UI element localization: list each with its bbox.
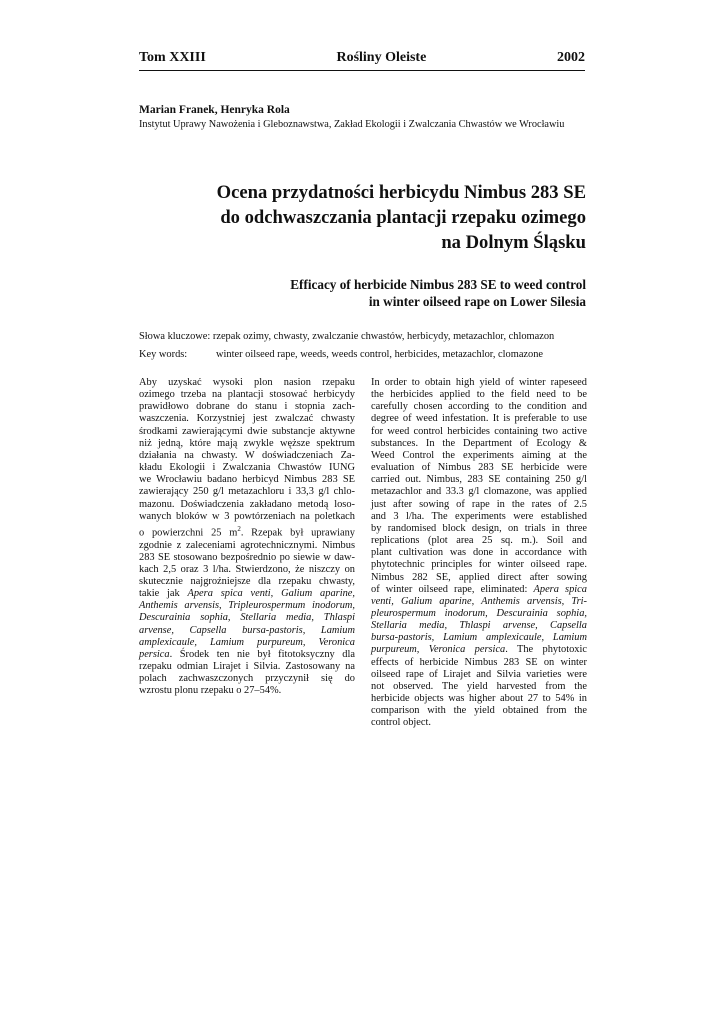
abstract-line: In order to obtain high yield of winter rapeseed — [371, 377, 587, 388]
abstract-line: środkami zawierającymi dwie substancje aktywne — [139, 425, 355, 437]
abstract-line: evaluation of Nimbus 283 SE herbicide were — [371, 462, 587, 474]
abstract-line: prawidłowo dobrane do stanu i stopnia zach- — [139, 401, 355, 413]
abstract-line: comparison with the yield obtained from the — [371, 705, 587, 717]
abstract-line — [371, 596, 587, 608]
title-polish-line: na Dolnym Śląsku — [441, 232, 586, 253]
abstract-line: carried out. Nimbus, 283 SE containing 250 g/l — [371, 474, 587, 486]
abstract-line: for weed control herbicides containing two active — [371, 425, 587, 437]
abstract-line: effects of herbicide Nimbus 283 SE on winter — [371, 656, 587, 668]
superscript: 2 — [237, 524, 241, 533]
affiliation: Instytut Uprawy Nawożenia i Gleboznawstwa, Zakład Ekologii i Zwalczania Chwastów we Wrocławiu — [139, 119, 565, 130]
abstract-line: polach zachwaszczonych przyczynił się do — [139, 673, 355, 685]
abstract-line: rzepaku odmian Lirajet i Silvia. Zastosowany na — [139, 661, 355, 673]
abstract-line — [139, 637, 355, 649]
abstract-line: zgodnie z zaleceniami agrotechnicznymi. Nimbus — [139, 539, 355, 551]
abstract-line: we Wrocławiu badano herbicyd Nimbus 283 SE — [139, 474, 355, 486]
abstract-line: Nimbus 282 SE, applied direct after sowing — [371, 571, 587, 583]
keywords-english — [139, 349, 589, 360]
title-english — [116, 276, 586, 310]
abstract-polish — [139, 377, 355, 698]
abstract-line: Aby uzyskać wysoki plon nasion rzepaku — [139, 377, 355, 388]
abstract-line: kach 2,5 oraz 3 l/ha. Stwierdzono, że niszczy on — [139, 563, 355, 575]
abstract-line — [371, 608, 587, 620]
volume-label: Tom XXIII — [139, 50, 206, 65]
abstract-line — [371, 632, 587, 644]
abstract-line: kładu Ekologii i Zwalczania Chwastów IUNG — [139, 462, 355, 474]
title-english-line: Efficacy of herbicide Nimbus 283 SE to weed control — [290, 277, 586, 292]
abstract-line: degree of weed infestation. It is preferable to use — [371, 413, 587, 425]
species-names: bursa-pastoris, Lamium amplexicaule, Lamium — [371, 632, 587, 644]
abstract-line: carefully chosen according to the condition and — [371, 401, 587, 413]
abstract-line: 283 SE stosowano bezpośrednio po siewie w daw- — [139, 551, 355, 563]
abstract-line: oilseed rape of Lirajet and Silvia varieties were — [371, 668, 587, 680]
species-names: pleurospermum inodorum, Descurainia sophia, — [371, 607, 587, 619]
abstract-english — [371, 377, 587, 730]
keywords-english-label: Key words: — [139, 349, 188, 360]
species-names: Descurainia sophia, Stellaria media, Thlaspi — [139, 612, 355, 624]
abstract-line: herbicide objects was higher about 27 to 54% in — [371, 693, 587, 705]
abstract-line: substances. In the Department of Ecology & — [371, 437, 587, 449]
keywords-english-text: winter oilseed rape, weeds, weeds control, herbicides, metazachlor, clomazone — [216, 349, 544, 360]
year-label: 2002 — [557, 50, 585, 65]
abstract-line — [371, 584, 587, 596]
title-polish — [116, 180, 586, 255]
abstract-line: ozimego trzeba na plantacji stosować herbicydy — [139, 389, 355, 401]
abstract-line: Weed Control the experiments aiming at the — [371, 449, 587, 461]
abstract-line: wzrostu plonu rzepaku o 27–54%. — [139, 685, 282, 697]
abstract-line: phytotechnic principles for winter oilseed rape. — [371, 559, 587, 571]
text-run: o powierzchni 25 m — [139, 527, 238, 539]
abstract-line: replications (plot area 25 sq. m.). Soil and — [371, 535, 587, 547]
abstract-line: mazonu. Doświadczenia zakładano metodą loso- — [139, 498, 355, 510]
species-names: Stellaria media, Thlaspi arvense, Capsella — [371, 620, 587, 632]
species-names: Apera spica venti, Galium aparine, — [187, 588, 355, 600]
title-english-line: in winter oilseed rape on Lower Silesia — [368, 294, 586, 309]
species-names: amplexicaule, Lamium purpureum, Veronica — [139, 636, 355, 648]
abstract-line — [139, 588, 355, 600]
abstract-line: the herbicides applied to the field need to be — [371, 389, 587, 401]
abstract-line: just after sowing of rape in the rates of 2.5 — [371, 498, 587, 510]
journal-name: Rośliny Oleiste — [336, 50, 427, 65]
abstract-line — [371, 644, 587, 656]
text-run: . Środek ten nie był fitotoksyczny dla — [169, 648, 355, 660]
text-run: takie jak — [139, 588, 188, 600]
title-polish-line: do odchwaszczania plantacji rzepaku ozimego — [220, 207, 586, 228]
species-names: Apera spica — [533, 583, 587, 595]
abstract-line: and 3 l/ha. The experiments were established — [371, 510, 587, 522]
species-names: purpureum, Veronica persica — [371, 644, 506, 656]
text-run: . Rzepak był uprawiany — [240, 527, 355, 539]
authors: Marian Franek, Henryka Rola — [139, 104, 290, 116]
species-names: persica — [139, 648, 170, 660]
abstract-line: by randomised block design, on trials in three — [371, 522, 587, 534]
abstract-line: wanych bloków w 3 powtórzeniach na poletkach — [139, 510, 355, 522]
species-names: arvense, Capsella bursa-pastoris, Lamium — [139, 624, 355, 636]
abstract-line: control object. — [371, 717, 432, 729]
abstract-line: plant cultivation was done in accordance with — [371, 547, 587, 559]
abstract-line — [139, 625, 355, 637]
keywords-polish: Słowa kluczowe: rzepak ozimy, chwasty, zwalczanie chwastów, herbicydy, metazachlor, chlomazon — [139, 331, 555, 342]
abstract-line — [371, 620, 587, 632]
species-names: Anthemis arvensis, Tripleurospermum inodorum, — [139, 600, 355, 612]
abstract-line: zawierający 250 g/l metazachloru i 33,3 g/l chlo- — [139, 486, 355, 498]
abstract-line: not observed. The yield harvested from the — [371, 680, 587, 692]
abstract-line — [139, 523, 355, 540]
species-names: venti, Galium aparine, Anthemis arvensis, Tri- — [371, 595, 587, 607]
abstract-line: waszczenia. Korzystniej jest zwalczać chwasty — [139, 413, 355, 425]
abstract-line: metazachlor and 33.3 g/l clomazone, was applied — [371, 486, 587, 498]
abstract-line — [139, 600, 355, 612]
running-header — [139, 50, 585, 71]
abstract-line — [139, 612, 355, 624]
abstract-line: niż jedną, które mają zwykle węższe spektrum — [139, 437, 355, 449]
text-run: of winter oilseed rape, eliminated: — [371, 583, 534, 595]
abstract-line — [139, 649, 355, 661]
abstract-line: skutecznie najgroźniejsze dla rzepaku chwasty, — [139, 575, 355, 587]
text-run: . The phytotoxic — [505, 644, 587, 656]
abstract-line: działania na chwasty. W doświadczeniach Za- — [139, 449, 355, 461]
title-polish-line: Ocena przydatności herbicydu Nimbus 283 SE — [216, 182, 586, 203]
